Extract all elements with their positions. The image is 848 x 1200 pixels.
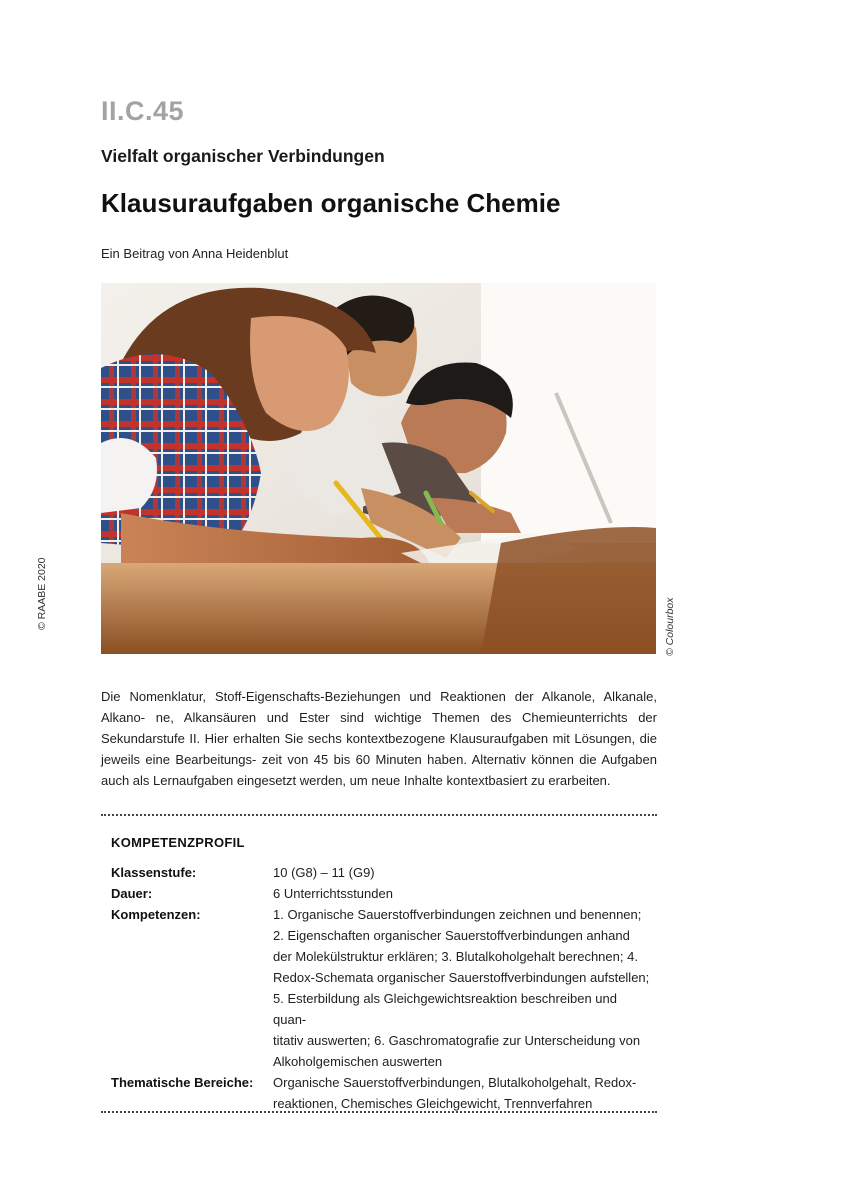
kp-value-line: Organische Sauerstoffverbindungen, Blutalkoholgehalt, Redox-	[273, 1075, 637, 1090]
intro-line: ne, Alkansäuren und Ester sind wichtige Themen des Chemieunterrichts der Sekundarstufe II. Hier	[101, 710, 657, 746]
kp-value-line: 1. Organische Sauerstoffverbindungen zeichnen und benennen;	[273, 907, 642, 922]
kp-label: Kompetenzen:	[111, 907, 201, 922]
kp-label: Dauer:	[111, 886, 153, 901]
intro-paragraph	[101, 686, 657, 791]
copyright-notice: © RAABE 2020	[36, 557, 48, 630]
intro-line: Die Nomenklatur, Stoff-Eigenschafts-Beziehungen und Reaktionen der Alkanole, Alkanale, Alkano-	[101, 689, 657, 725]
kp-value	[273, 904, 651, 1072]
kp-value-line: reaktionen, Chemisches Gleichgewicht, Trennverfahren	[273, 1096, 593, 1111]
kp-value-line: der Molekülstruktur erklären; 3. Blutalkoholgehalt berechnen; 4.	[273, 949, 638, 964]
kp-row-klassenstufe	[111, 862, 651, 883]
kompetenzprofil-table	[111, 862, 651, 1114]
document-code: II.C.45	[101, 96, 185, 126]
kp-row-thematische-bereiche	[111, 1072, 651, 1114]
kp-label: Klassenstufe:	[111, 865, 197, 880]
document-subtitle: Vielfalt organischer Verbindungen	[101, 146, 385, 166]
kp-value	[273, 1072, 651, 1114]
kp-value-line: titativ auswerten; 6. Gaschromatografie zur Unterscheidung von	[273, 1033, 641, 1048]
intro-line: erhalten Sie sechs kontextbezogene Klausuraufgaben mit Lösungen, die jeweils eine Bearbeitungs-	[101, 731, 657, 767]
kompetenzprofil-heading: KOMPETENZPROFIL	[111, 835, 245, 850]
kp-value-line: Alkoholgemischen auswerten	[273, 1054, 443, 1069]
kp-row-dauer	[111, 883, 651, 904]
photo-credit: © Colourbox	[664, 597, 676, 656]
author-line: Ein Beitrag von Anna Heidenblut	[101, 246, 289, 261]
kp-value-line: 6 Unterrichtsstunden	[273, 886, 393, 901]
intro-line: zeit von 45 bis 60 Minuten haben. Alternativ können die Aufgaben auch als Lernaufgaben eingesetzt	[101, 752, 657, 788]
dotted-divider-bottom	[101, 1111, 657, 1113]
students-writing-exam-photo	[101, 283, 656, 654]
kp-value-line: 10 (G8) – 11 (G9)	[273, 865, 375, 880]
kp-label: Thematische Bereiche:	[111, 1075, 254, 1090]
kp-value-line: Redox-Schemata organischer Sauerstoffverbindungen aufstellen;	[273, 970, 650, 985]
document-title: Klausuraufgaben organische Chemie	[101, 188, 561, 218]
kp-value-line: 5. Esterbildung als Gleichgewichtsreaktion beschreiben und quan-	[273, 991, 617, 1027]
kp-value	[273, 883, 651, 904]
dotted-divider-top	[101, 814, 657, 816]
intro-line: werden, um neue Inhalte kontextbasiert zu erarbeiten.	[299, 773, 611, 788]
kp-value	[273, 862, 651, 883]
kp-value-line: 2. Eigenschaften organischer Sauerstoffverbindungen anhand	[273, 928, 630, 943]
kp-row-kompetenzen	[111, 904, 651, 1072]
